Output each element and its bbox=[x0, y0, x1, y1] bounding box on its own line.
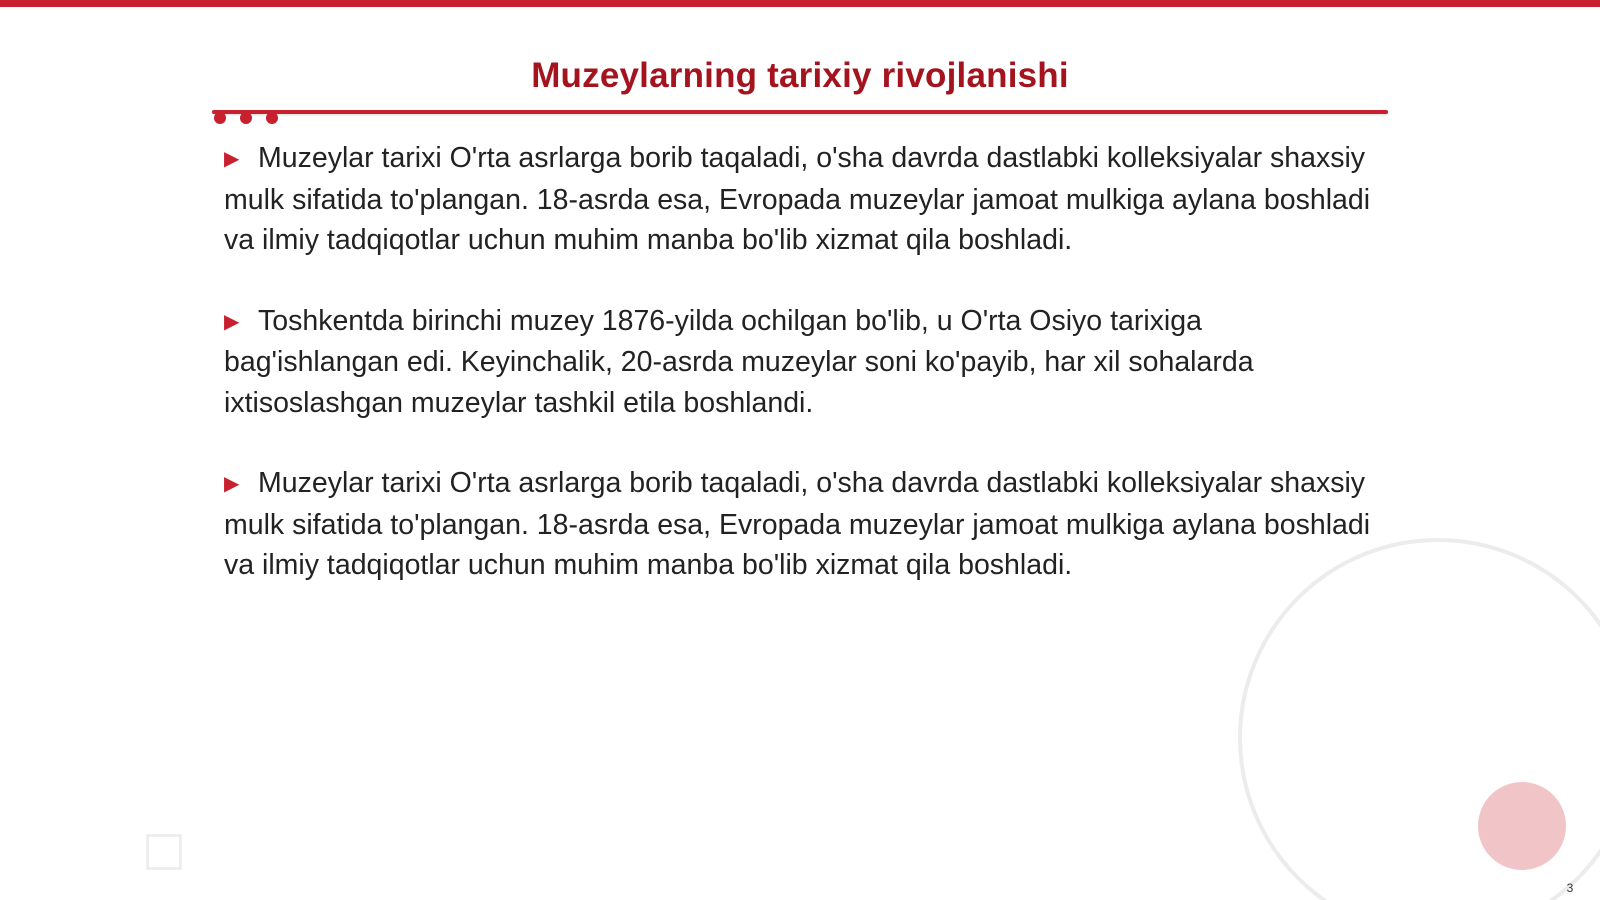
bullet-arrow-icon: ▶ bbox=[224, 148, 240, 170]
decor-dot bbox=[266, 112, 278, 124]
top-accent-bar bbox=[0, 0, 1600, 7]
decor-circle-filled bbox=[1478, 782, 1566, 870]
bullet-item bbox=[224, 463, 1374, 586]
decor-square-outline bbox=[146, 834, 182, 870]
slide-title: Muzeylarning tarixiy rivojlanishi bbox=[531, 56, 1069, 95]
decor-dot bbox=[240, 112, 252, 124]
bullet-text: Muzeylar tarixi O'rta asrlarga borib taqaladi, o'sha davrda dastlabki kolleksiyalar shaxsiy mulk sifatida to'plangan. 18-asrda esa, Evropada muzeylar jamoat mulkiga aylana boshladi va ilmiy tadqiqotlar uchun muhim manba bo'lib xizmat qila boshladi. bbox=[224, 142, 1371, 256]
bullet-item bbox=[224, 138, 1374, 261]
bullet-arrow-icon: ▶ bbox=[224, 310, 240, 333]
page-number: 3 bbox=[1566, 881, 1574, 895]
decor-dot bbox=[214, 112, 226, 124]
bullet-text: Muzeylar tarixi O'rta asrlarga borib taqaladi, o'sha davrda dastlabki kolleksiyalar shaxsiy mulk sifatida to'plangan. 18-asrda esa, Evropada muzeylar jamoat mulkiga aylana boshladi va ilmiy tadqiqotlar uchun muhim manba bo'lib xizmat qila boshladi. bbox=[224, 467, 1371, 581]
bullet-text: Toshkentda birinchi muzey 1876-yilda ochilgan bo'lib, u O'rta Osiyo tarixiga bag'ishlangan edi. Keyinchalik, 20-asrda muzeylar soni ko'payib, har xil sohalarda ixtisoslashgan muzeylar tashkil etila boshlandi. bbox=[224, 304, 1254, 419]
bullet-arrow-icon: ▶ bbox=[224, 473, 240, 495]
title-underline bbox=[212, 110, 1388, 114]
bullet-item bbox=[224, 301, 1374, 424]
bullet-list bbox=[224, 138, 1374, 626]
